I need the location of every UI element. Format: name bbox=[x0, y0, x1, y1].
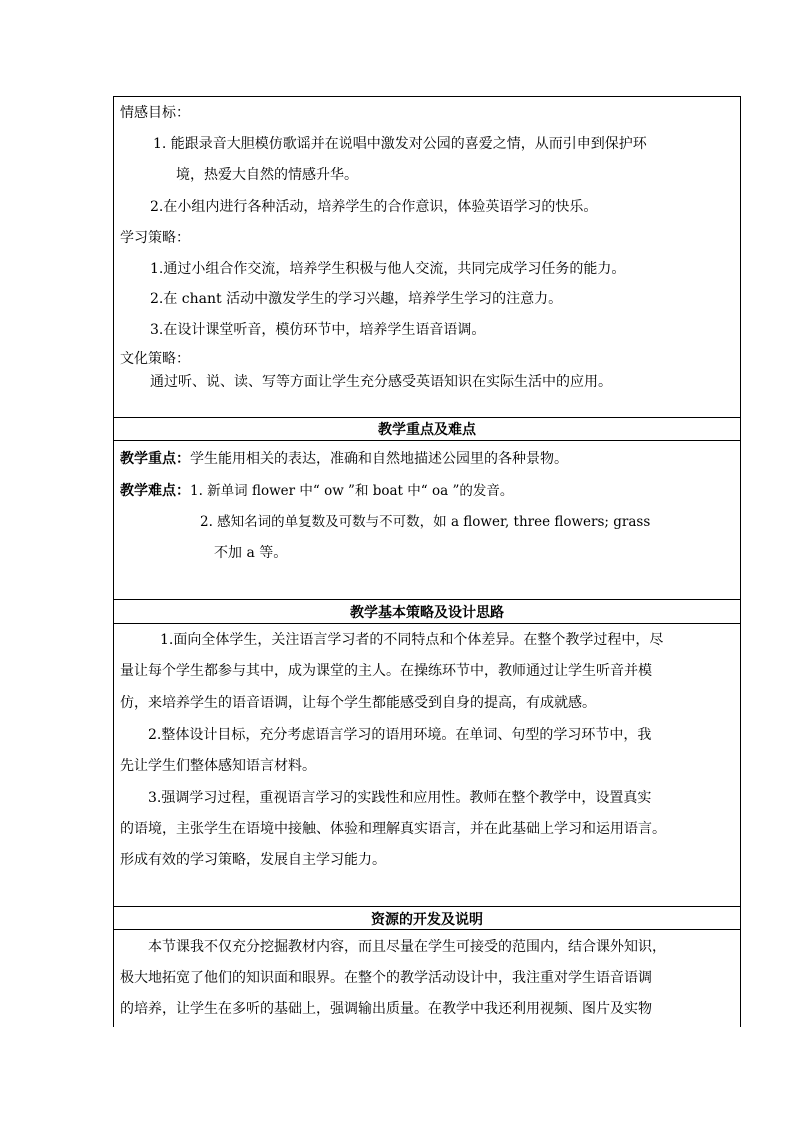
table-divider bbox=[113, 440, 741, 441]
culture-text: 通过听、说、读、写等方面让学生充分感受英语知识在实际生活中的应用。 bbox=[150, 374, 612, 390]
section-header-key-points: 教学重点及难点 bbox=[378, 422, 476, 438]
table-divider bbox=[113, 623, 741, 624]
table-divider bbox=[113, 599, 741, 600]
difficult-item-1: 1. 新单词 flower 中“ ow ”和 boat 中“ oa ”的发音。 bbox=[190, 483, 514, 499]
table-frame bbox=[113, 96, 741, 1027]
emotion-title: 情感目标： bbox=[120, 105, 190, 121]
culture-title: 文化策略： bbox=[120, 351, 190, 367]
strategy-item-2: 2.在 chant 活动中激发学生的学习兴趣，培养学生学习的注意力。 bbox=[150, 291, 563, 307]
resources-line-2: 极大地拓宽了他们的知识面和眼界。在整个的教学活动设计中，我注重对学生语音语调 bbox=[120, 970, 652, 986]
difficult-point-row bbox=[120, 482, 513, 500]
strategy-para-1-line-3: 仿，来培养学生的语音语调，让每个学生都能感受到自身的提高，有成就感。 bbox=[120, 695, 596, 711]
strategy-para-2-line-2: 先让学生们整体感知语言材料。 bbox=[120, 758, 316, 774]
strategy-title: 学习策略： bbox=[120, 230, 190, 246]
key-point-label: 教学重点： bbox=[120, 451, 190, 467]
strategy-para-2-line-1: 2.整体设计目标，充分考虑语言学习的语用环境。在单词、句型的学习环节中，我 bbox=[148, 727, 652, 743]
section-header-resources: 资源的开发及说明 bbox=[371, 912, 483, 928]
resources-line-1: 本节课我不仅充分挖掘教材内容，而且尽量在学生可接受的范围内，结合课外知识， bbox=[148, 939, 666, 955]
emotion-item-1-line-2: 境，热爱大自然的情感升华。 bbox=[176, 167, 358, 183]
strategy-para-1-line-2: 量让每个学生都参与其中，成为课堂的主人。在操练环节中，教师通过让学生听音并模 bbox=[120, 663, 652, 679]
strategy-item-1: 1.通过小组合作交流，培养学生积极与他人交流，共同完成学习任务的能力。 bbox=[150, 261, 626, 277]
resources-line-3: 的培养，让学生在多听的基础上，强调输出质量。在教学中我还利用视频、图片及实物 bbox=[120, 1001, 652, 1017]
section-header-strategy: 教学基本策略及设计思路 bbox=[350, 605, 504, 621]
emotion-item-1-line-1: 1. 能跟录音大胆模仿歌谣并在说唱中激发对公园的喜爱之情，从而引申到保护环 bbox=[153, 136, 647, 152]
difficult-item-2-line-1: 2. 感知名词的单复数及可数与不可数，如 a flower, three flowers; grass bbox=[200, 514, 651, 530]
table-divider bbox=[113, 929, 741, 930]
strategy-para-3-line-3: 形成有效的学习策略，发展自主学习能力。 bbox=[120, 852, 386, 868]
difficult-point-label: 教学难点： bbox=[120, 483, 190, 499]
difficult-item-2-line-2: 不加 a 等。 bbox=[214, 545, 288, 561]
key-point-row bbox=[120, 450, 568, 468]
table-divider bbox=[113, 906, 741, 907]
table-divider bbox=[113, 417, 741, 418]
strategy-para-1-line-1: 1.面向全体学生，关注语言学习者的不同特点和个体差异。在整个教学过程中，尽 bbox=[160, 632, 664, 648]
key-point-text: 学生能用相关的表达，准确和自然地描述公园里的各种景物。 bbox=[190, 451, 568, 467]
emotion-item-2: 2.在小组内进行各种活动，培养学生的合作意识，体验英语学习的快乐。 bbox=[150, 199, 598, 215]
strategy-item-3: 3.在设计课堂听音，模仿环节中，培养学生语音语调。 bbox=[150, 322, 486, 338]
strategy-para-3-line-2: 的语境，主张学生在语境中接触、体验和理解真实语言，并在此基础上学习和运用语言。 bbox=[120, 821, 666, 837]
strategy-para-3-line-1: 3.强调学习过程，重视语言学习的实践性和应用性。教师在整个教学中，设置真实 bbox=[148, 790, 652, 806]
